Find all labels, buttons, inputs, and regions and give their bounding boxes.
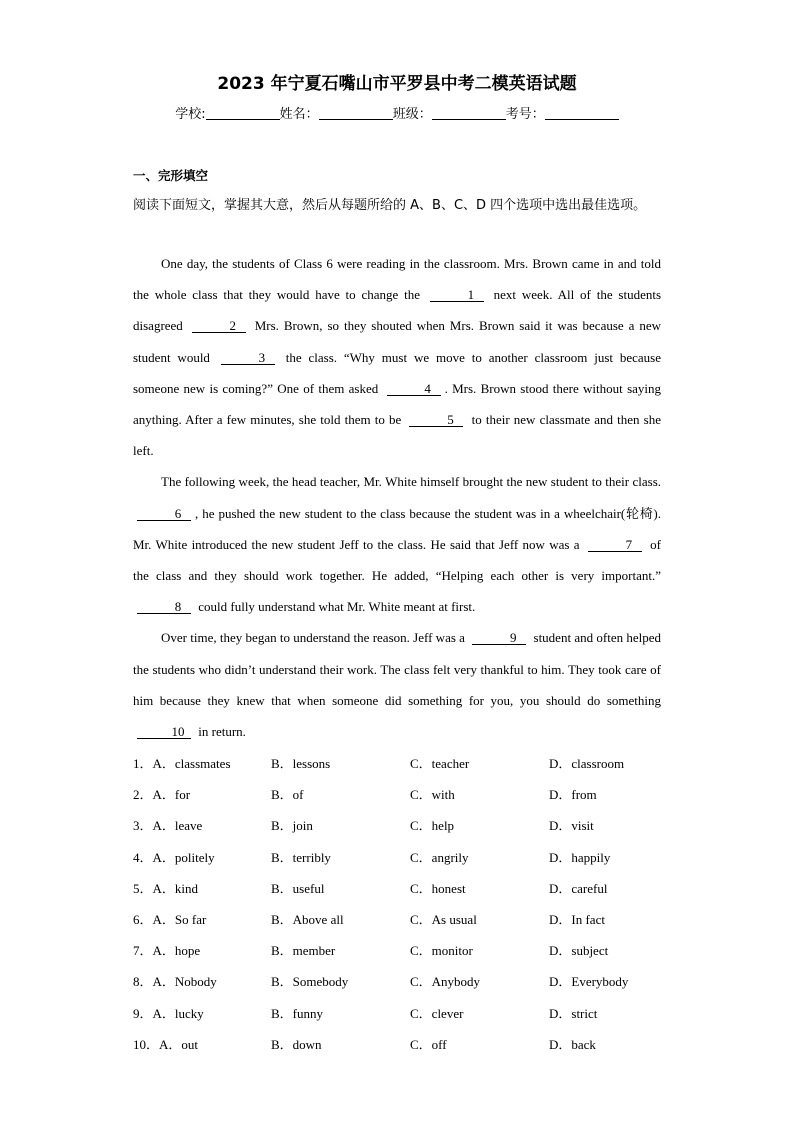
paragraph-2 [133,466,661,622]
blank-5: 5 [409,413,463,427]
class-blank [432,107,506,120]
blank-3: 3 [221,351,275,365]
name-label: 姓名： [279,107,319,122]
option-d[interactable]: D．visit [549,818,594,834]
option-b[interactable]: B．Somebody [271,974,349,990]
question-number: 2． [133,787,153,803]
paragraph-3 [133,622,661,747]
class-label: 班级： [392,107,432,122]
question-row [133,934,693,965]
text-segment: student and often helped the students who didn’t understand their work. The class felt very thankful to him. They took care of him because they knew that when someone did something for you, you should do something [133,630,662,708]
blank-7: 7 [588,538,642,552]
question-number: 1． [133,756,153,772]
option-b[interactable]: B．funny [271,1005,324,1021]
question-row [133,997,693,1028]
option-d[interactable]: D．strict [549,1005,598,1021]
blank-2: 2 [192,319,246,333]
option-a[interactable] [133,971,271,990]
option-a[interactable] [133,909,271,928]
option-c[interactable]: C．help [410,818,455,834]
option-b[interactable]: B．down [271,1036,322,1052]
blank-4: 4 [387,382,441,396]
option-a[interactable] [133,1034,271,1053]
option-b[interactable]: B．lessons [271,756,331,772]
question-number: 4． [133,849,153,865]
option-a[interactable] [133,1003,271,1022]
option-c[interactable]: C．As usual [410,912,477,928]
option-c[interactable]: C．with [410,787,455,803]
question-number: 10． [133,1036,160,1052]
text-segment: the class. “Why must we move to another classroom just because someone new is coming?” One of them asked [133,349,662,396]
instruction-text: 阅读下面短文，掌握其大意，然后从每题所给的 A、B、C、D 四个选项中选出最佳选项。 [133,198,647,213]
page-title: 2023 年宁夏石嘴山市平罗县中考二模英语试题 [217,74,577,94]
question-row [133,903,693,934]
question-number: 7． [133,943,153,959]
option-a-text: A．Nobody [152,974,217,990]
number-label: 考号： [505,107,545,122]
option-a[interactable] [133,815,271,834]
option-b[interactable]: B．Above all [271,912,344,928]
question-row [133,809,693,840]
text-segment: . Mrs. Brown stood there without saying anything. After a few minutes, she told them to be [133,380,662,428]
answer-options [133,747,693,1059]
option-b[interactable]: B．terribly [271,849,331,865]
name-blank [319,107,393,120]
option-c[interactable]: C．Anybody [410,974,481,990]
text-segment: The following week, the head teacher, Mr. White himself brought the new student to their class. [161,474,661,490]
option-a-text: A．kind [152,880,199,896]
option-d[interactable]: D．classroom [549,756,625,772]
option-c[interactable]: C．honest [410,880,466,896]
option-d[interactable]: D．back [549,1036,596,1052]
option-b[interactable]: B．join [271,818,313,834]
text-segment: in return. [198,724,246,740]
question-row [133,872,693,903]
student-info-line [0,103,794,122]
text-segment: could fully understand what Mr. White meant at first. [198,599,476,615]
option-a[interactable] [133,847,271,866]
question-number: 3． [133,818,153,834]
option-a-text: A．leave [152,818,203,834]
paragraph-1 [133,248,661,466]
blank-10: 10 [137,725,191,739]
option-c[interactable]: C．teacher [410,756,470,772]
text-segment: next week. All of the students disagreed [133,287,662,334]
option-a[interactable] [133,878,271,897]
question-row [133,841,693,872]
option-a-text: A．out [159,1036,199,1052]
option-a-text: A．politely [152,849,215,865]
option-d[interactable]: D．from [549,787,597,803]
option-d[interactable]: D．Everybody [549,974,629,990]
blank-8: 8 [137,600,191,614]
blank-1: 1 [430,288,484,302]
option-a-text: A．So far [152,912,207,928]
option-c[interactable]: C．clever [410,1005,464,1021]
number-blank [545,107,619,120]
text-segment: One day, the students of Class 6 were reading in the classroom. Mrs. Brown came in and told the whole class that they would have to change the [133,256,661,303]
option-c[interactable]: C．angrily [410,849,469,865]
option-b[interactable]: B．member [271,943,336,959]
question-number: 6． [133,912,153,928]
school-label: 学校: [175,107,206,122]
option-c[interactable]: C．off [410,1036,447,1052]
cloze-passage [133,248,661,747]
question-row [133,747,693,778]
text-segment: , he pushed the new student to the class because the student was in a wheelchair(轮椅). Mr. White introduced the new student Jeff to the class. He said that Jeff now was a [133,505,661,552]
blank-9: 9 [472,631,526,645]
option-a-text: A．classmates [152,756,231,772]
question-row [133,965,693,996]
question-number: 9． [133,1005,153,1021]
option-a[interactable] [133,753,271,772]
option-b[interactable]: B．useful [271,880,325,896]
text-segment: of the class and they should work together. He added, “Helping each other is very important.” [133,536,662,584]
text-segment: Mrs. Brown, so they shouted when Mrs. Brown said it was because a new student would [133,318,661,365]
option-a[interactable] [133,940,271,959]
option-d[interactable]: D．careful [549,880,608,896]
text-segment: Over time, they began to understand the reason. Jeff was a [161,630,465,646]
option-b[interactable]: B．of [271,787,304,803]
question-number: 5． [133,880,153,896]
question-row [133,778,693,809]
text-segment: to their new classmate and then she left. [133,412,662,459]
option-a[interactable] [133,784,271,803]
option-d[interactable]: D．subject [549,943,609,959]
option-d[interactable]: D．happily [549,849,611,865]
option-a-text: A．hope [152,943,201,959]
section-heading: 一、完形填空 [133,168,209,183]
school-blank [206,107,280,120]
blank-6: 6 [137,507,191,521]
question-number: 8． [133,974,153,990]
option-a-text: A．for [152,787,191,803]
option-a-text: A．lucky [152,1005,204,1021]
question-row [133,1028,693,1059]
option-c[interactable]: C．monitor [410,943,473,959]
option-d[interactable]: D．In fact [549,912,605,928]
